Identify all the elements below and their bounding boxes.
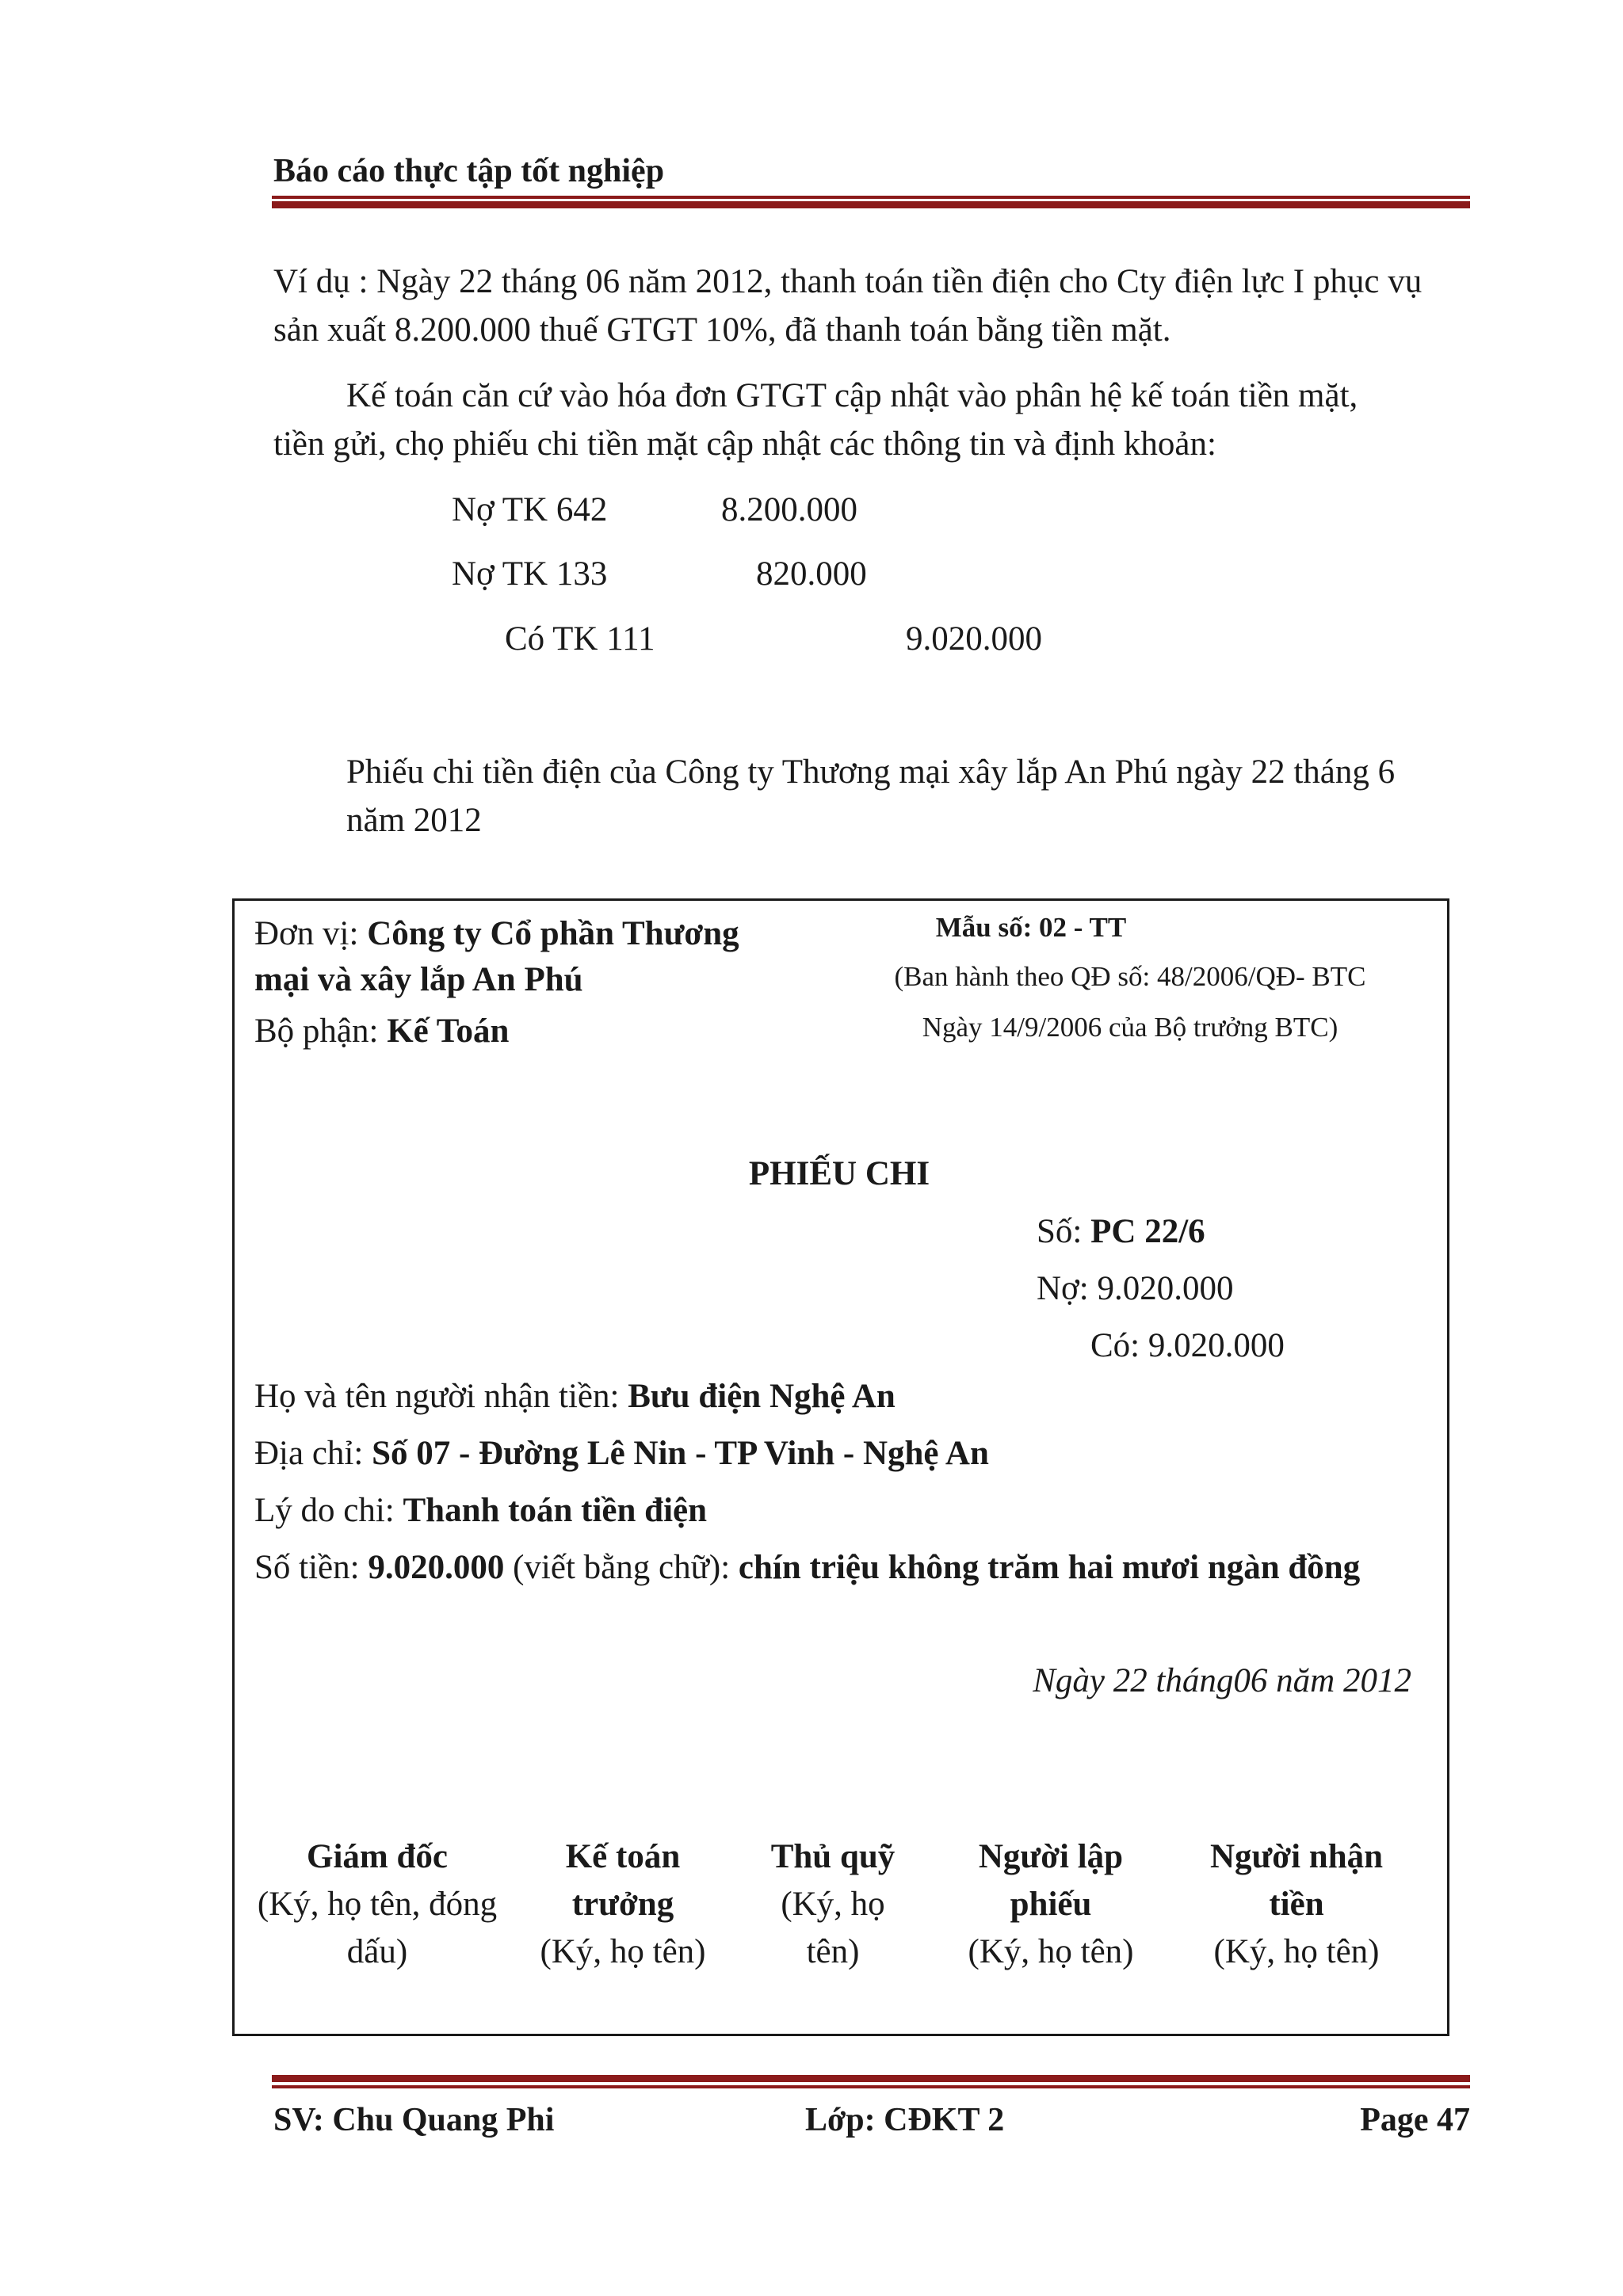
address-label: Địa chỉ:	[254, 1435, 372, 1472]
signature-note: (Ký, họ tên)	[1213, 1933, 1380, 1970]
payment-voucher	[232, 898, 1449, 2036]
signature-note: (Ký, họ tên)	[540, 1933, 706, 1970]
signature-note: dấu)	[346, 1933, 408, 1970]
recipient-line	[254, 1377, 896, 1416]
unit-name-line-2: mại và xây lắp An Phú	[254, 961, 583, 998]
amount-words-label: (viết bằng chữ):	[504, 1549, 739, 1586]
signature-title: Thủ quỹ	[770, 1838, 896, 1875]
footer-page: Page 47	[1360, 2102, 1470, 2138]
voucher-credit	[1090, 1326, 1285, 1365]
amount-words-value: chín triệu không trăm hai mươi ngàn đồng	[738, 1549, 1361, 1586]
voucher-title: PHIẾU CHI	[748, 1155, 930, 1192]
amount-line	[254, 1548, 1360, 1587]
voucher-caption-line-2: năm 2012	[346, 802, 482, 839]
signature-title: phiếu	[1010, 1886, 1092, 1923]
journal-account-3: Có TK 111	[505, 620, 655, 658]
amount-label: Số tiền:	[254, 1549, 369, 1586]
number-label: Số:	[1037, 1213, 1091, 1250]
debit-label: Nợ:	[1037, 1270, 1098, 1307]
signature-note: (Ký, họ tên, đóng	[257, 1886, 498, 1923]
journal-amount-3: 9.020.000	[906, 620, 1042, 658]
signature-note: (Ký, họ tên)	[968, 1933, 1134, 1970]
reason-line	[254, 1491, 707, 1530]
form-note-line-2: Ngày 14/9/2006 của Bộ trưởng BTC)	[922, 1012, 1338, 1043]
department-label: Bộ phận:	[254, 1013, 388, 1050]
signature-recipient	[1174, 1833, 1419, 1976]
amount-value: 9.020.000	[368, 1549, 505, 1586]
signature-cashier	[738, 1833, 928, 1976]
department-line	[254, 1012, 509, 1051]
journal-account-1: Nợ TK 642	[452, 491, 608, 528]
example-line-1: Ví dụ : Ngày 22 tháng 06 năm 2012, thanh toán tiền điện cho Cty điện lực I phục vụ	[273, 263, 1423, 300]
number-value: PC 22/6	[1090, 1213, 1205, 1250]
signature-preparer	[928, 1833, 1174, 1976]
address-value: Số 07 - Đường Lê Nin - TP Vinh - Nghệ An	[372, 1435, 989, 1472]
accounting-note-line-1: Kế toán căn cứ vào hóa đơn GTGT cập nhật vào phân hệ kế toán tiền mặt,	[346, 377, 1358, 414]
signature-title: tiền	[1269, 1886, 1324, 1923]
signature-note: tên)	[806, 1933, 860, 1970]
voucher-date: Ngày 22 tháng06 năm 2012	[1033, 1662, 1411, 1699]
signature-title: Kế toán	[565, 1838, 681, 1875]
journal-account-2: Nợ TK 133	[452, 555, 608, 593]
voucher-caption-line-1: Phiếu chi tiền điện của Công ty Thương mại xây lắp An Phú ngày 22 tháng 6	[346, 753, 1396, 791]
signature-title: trưởng	[571, 1886, 674, 1923]
footer-class: Lớp: CĐKT 2	[805, 2102, 1005, 2138]
unit-name: Công ty Cổ phần Thương	[367, 915, 739, 952]
accounting-note-line-2: tiền gửi, chọ phiếu chi tiền mặt cập nhật các thông tin và định khoản:	[273, 425, 1216, 463]
form-number: Mẫu số: 02 - TT	[935, 912, 1127, 943]
signature-title: Người lập	[978, 1838, 1124, 1875]
example-line-2: sản xuất 8.200.000 thuế GTGT 10%, đã thanh toán bằng tiền mặt.	[273, 311, 1171, 349]
voucher-number	[1037, 1212, 1205, 1251]
debit-value: 9.020.000	[1097, 1270, 1234, 1307]
unit-line-1	[254, 914, 739, 953]
signature-note: (Ký, họ	[781, 1886, 885, 1923]
recipient-value: Bưu điện Nghệ An	[628, 1378, 896, 1415]
journal-amount-1: 8.200.000	[721, 491, 857, 528]
unit-label: Đơn vị:	[254, 915, 368, 952]
footer-rule-thick	[272, 2075, 1470, 2082]
address-line	[254, 1434, 989, 1473]
reason-label: Lý do chi:	[254, 1492, 403, 1529]
journal-amount-2: 820.000	[756, 555, 867, 593]
signature-title: Người nhận	[1209, 1838, 1384, 1875]
recipient-label: Họ và tên người nhận tiền:	[254, 1378, 628, 1415]
voucher-debit	[1037, 1269, 1234, 1308]
signature-title: Giám đốc	[307, 1838, 448, 1875]
header-rule-thin	[272, 196, 1470, 199]
reason-value: Thanh toán tiền điện	[403, 1492, 708, 1529]
department-name: Kế Toán	[387, 1013, 510, 1050]
signature-director	[246, 1833, 508, 1976]
header-title: Báo cáo thực tập tốt nghiệp	[273, 153, 665, 189]
form-note-line-1: (Ban hành theo QĐ số: 48/2006/QĐ- BTC	[894, 961, 1366, 992]
credit-value: 9.020.000	[1148, 1327, 1285, 1364]
signature-chief-accountant	[508, 1833, 738, 1976]
footer-rule-thin	[272, 2085, 1470, 2088]
credit-label: Có:	[1090, 1327, 1148, 1364]
footer-student: SV: Chu Quang Phi	[273, 2102, 555, 2138]
header-rule-thick	[272, 201, 1470, 208]
